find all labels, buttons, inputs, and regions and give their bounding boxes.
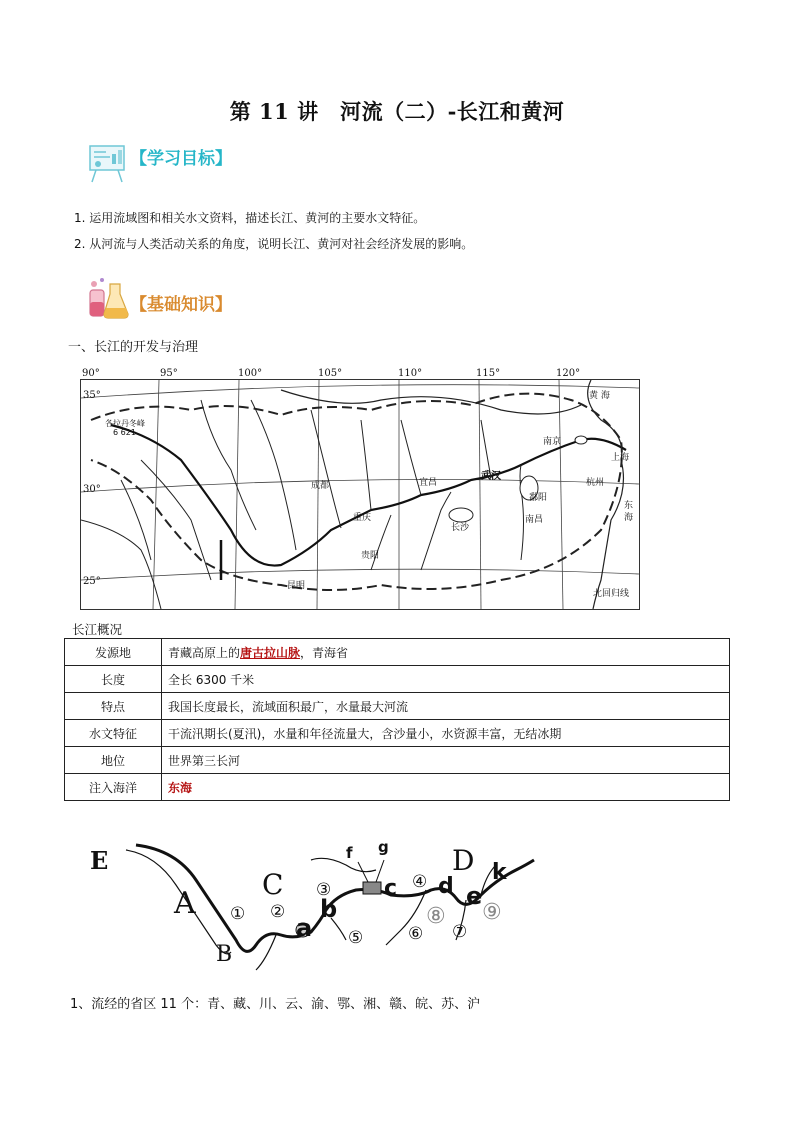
goal-item-1: 1. 运用流域图和相关水文资料，描述长江、黄河的主要水文特征。: [74, 211, 426, 225]
table-row: [65, 747, 730, 774]
peak-elevation: 6 621: [113, 428, 136, 437]
label-a: a: [296, 914, 313, 942]
table-row: [65, 693, 730, 720]
lon-label-90: 90°: [82, 368, 100, 379]
sea-donghai: 东 海: [622, 500, 632, 521]
row-key: 特点: [65, 693, 162, 720]
row-key: 地位: [65, 747, 162, 774]
sea-huanghai: 黄 海: [589, 391, 610, 401]
city-guiyang: 贵阳: [361, 551, 380, 561]
highlight-term: 东海: [168, 780, 193, 795]
label-c: c: [384, 876, 398, 901]
table-row: [65, 666, 730, 693]
city-chengdu: 成都: [311, 481, 330, 491]
row-value: [162, 774, 730, 801]
row-value: 干流汛期长(夏汛)，水量和年径流量大，含沙量小，水资源丰富，无结冰期: [162, 720, 730, 747]
circled-7: ⑦: [452, 922, 468, 942]
label-e: e: [466, 882, 483, 910]
section-heading-1: 一、长江的开发与治理: [68, 340, 199, 355]
city-kunming: 昆明: [287, 581, 306, 591]
city-chongqing: 重庆: [353, 513, 372, 523]
row-value: 世界第三长河: [162, 747, 730, 774]
row-value: 我国长度最长，流域面积最广，水量最大河流: [162, 693, 730, 720]
label-d: d: [438, 874, 454, 899]
label-D: D: [452, 844, 475, 877]
highlight-term: 唐古拉山脉: [240, 645, 301, 660]
lat-label-30: 30°: [83, 484, 101, 495]
lon-label-100: 100°: [238, 368, 263, 379]
lat-label-35: 35°: [83, 390, 101, 401]
table-row: [65, 720, 730, 747]
circled-4: ④: [412, 872, 428, 892]
city-changsha: 长沙: [451, 523, 470, 533]
lon-label-115: 115°: [476, 368, 501, 379]
tropic-label: 北回归线: [593, 589, 630, 599]
circled-6: ⑥: [408, 924, 424, 944]
lake-poyang: 鄱阳: [529, 493, 548, 503]
table-row: [65, 774, 730, 801]
label-B: B: [216, 942, 233, 967]
label-C: C: [262, 868, 284, 901]
learning-goals-icon: [86, 140, 130, 184]
row-key: 发源地: [65, 639, 162, 666]
label-b: b: [320, 895, 338, 923]
label-f: f: [346, 844, 353, 862]
basic-knowledge-heading: 【基础知识】: [130, 295, 232, 315]
lon-label-110: 110°: [398, 368, 423, 379]
city-yichang: 宜昌: [419, 478, 438, 488]
city-shanghai: 上海: [611, 453, 630, 463]
lon-label-105: 105°: [318, 368, 343, 379]
learning-goals-heading: 【学习目标】: [130, 149, 232, 169]
circled-9: ⑨: [482, 900, 502, 925]
yangtze-sketch-diagram: [86, 840, 536, 975]
row-value: 青藏高原上的唐古拉山脉，青海省: [162, 639, 730, 666]
row-key: 长度: [65, 666, 162, 693]
circled-8: ⑧: [426, 904, 446, 929]
circled-2: ②: [270, 902, 286, 922]
table-row: [65, 639, 730, 666]
circled-1: ①: [230, 904, 246, 924]
flask-icon: [86, 276, 130, 320]
provinces-note: 1、流经的省区 11 个：青、藏、川、云、渝、鄂、湘、赣、皖、苏、沪: [70, 997, 481, 1012]
map-lines: [81, 380, 639, 609]
label-A: A: [174, 886, 196, 921]
row-key: 注入海洋: [65, 774, 162, 801]
lat-label-25: 25°: [83, 576, 101, 587]
overview-table: [64, 638, 730, 801]
goal-item-2: 2. 从河流与人类活动关系的角度，说明长江、黄河对社会经济发展的影响。: [74, 237, 474, 251]
city-nanjing: 南京: [543, 437, 562, 447]
yangtze-basin-map: [80, 379, 640, 610]
lon-label-120: 120°: [556, 368, 581, 379]
overview-caption: 长江概况: [72, 622, 123, 637]
page-title: 第 11 讲 河流（二）-长江和黄河: [229, 99, 565, 124]
row-key: 水文特征: [65, 720, 162, 747]
circled-3: ③: [316, 880, 332, 900]
row-value: 全长 6300 千米: [162, 666, 730, 693]
circled-5: ⑤: [348, 928, 364, 948]
label-k: k: [492, 860, 507, 885]
city-wuhan: 武汉: [481, 471, 501, 482]
peak-label: 各拉丹冬峰: [105, 419, 145, 428]
label-E: E: [90, 846, 109, 875]
lon-label-95: 95°: [160, 368, 178, 379]
label-g: g: [378, 838, 389, 856]
city-hangzhou: 杭州: [586, 478, 605, 488]
city-nanchang: 南昌: [525, 515, 544, 525]
